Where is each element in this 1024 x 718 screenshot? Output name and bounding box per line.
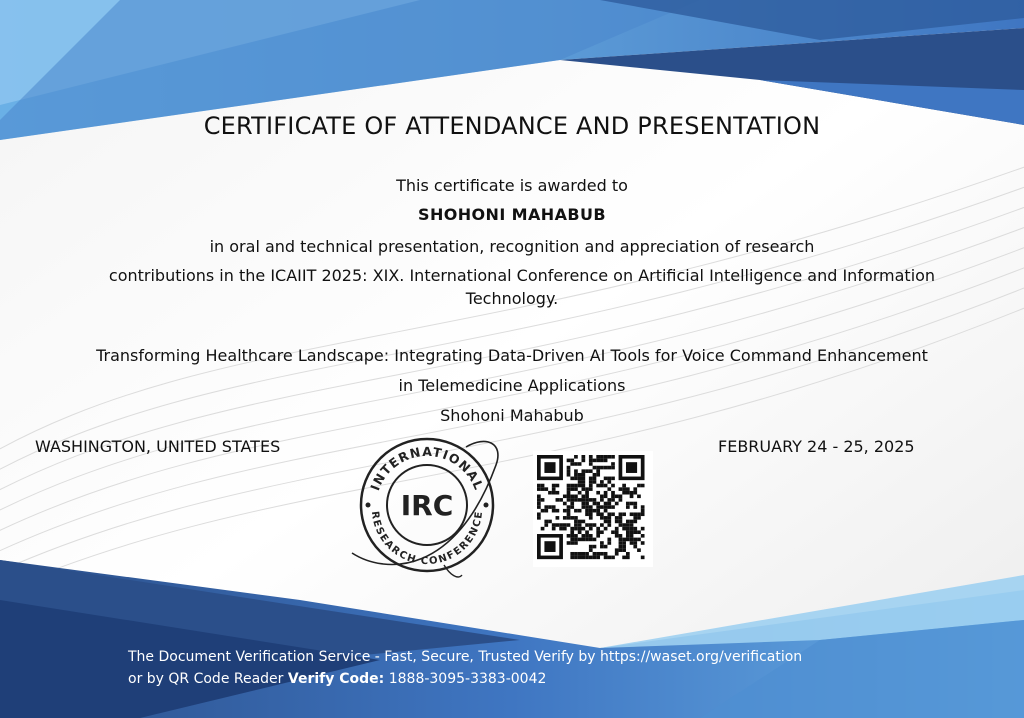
seal-bottom-text: RESEARCH CONFERENCE — [368, 510, 486, 568]
event-date: FEBRUARY 24 - 25, 2025 — [718, 437, 915, 456]
event-location: WASHINGTON, UNITED STATES — [35, 437, 281, 456]
svg-text:INTERNATIONAL — [367, 444, 487, 493]
paper-title-line-1: Transforming Healthcare Landscape: Integrating Data-Driven AI Tools for Voice Command Enhancement — [96, 346, 928, 365]
seal-initials: IRC — [400, 489, 454, 522]
certificate-title: CERTIFICATE OF ATTENDANCE AND PRESENTATION — [203, 112, 821, 140]
description-line-3: Technology. — [465, 289, 559, 308]
recipient-name: SHOHONI MAHABUB — [418, 205, 606, 224]
footer-verification-line: The Document Verification Service - Fast, Secure, Trusted Verify by https://waset.org/verification — [128, 649, 803, 665]
verify-code-value: 1888-3095-3383-0042 — [384, 671, 547, 687]
description-line-1: in oral and technical presentation, recognition and appreciation of research — [209, 237, 815, 256]
description-line-2: contributions in the ICAIIT 2025: XIX. International Conference on Artificial Intelligence and Information — [108, 266, 936, 285]
awarded-to-text: This certificate is awarded to — [396, 176, 628, 195]
seal-top-text: INTERNATIONAL — [367, 443, 487, 493]
qr-code-icon — [533, 451, 653, 567]
author-name: Shohoni Mahabub — [440, 406, 584, 425]
footer-verify-code-line — [128, 671, 546, 687]
research-conference-seal-icon — [346, 425, 508, 583]
paper-title-line-2: in Telemedicine Applications — [398, 376, 626, 395]
verify-code-label: Verify Code: — [287, 671, 385, 687]
footer-qr-reader-text: or by QR Code Reader — [128, 671, 288, 687]
